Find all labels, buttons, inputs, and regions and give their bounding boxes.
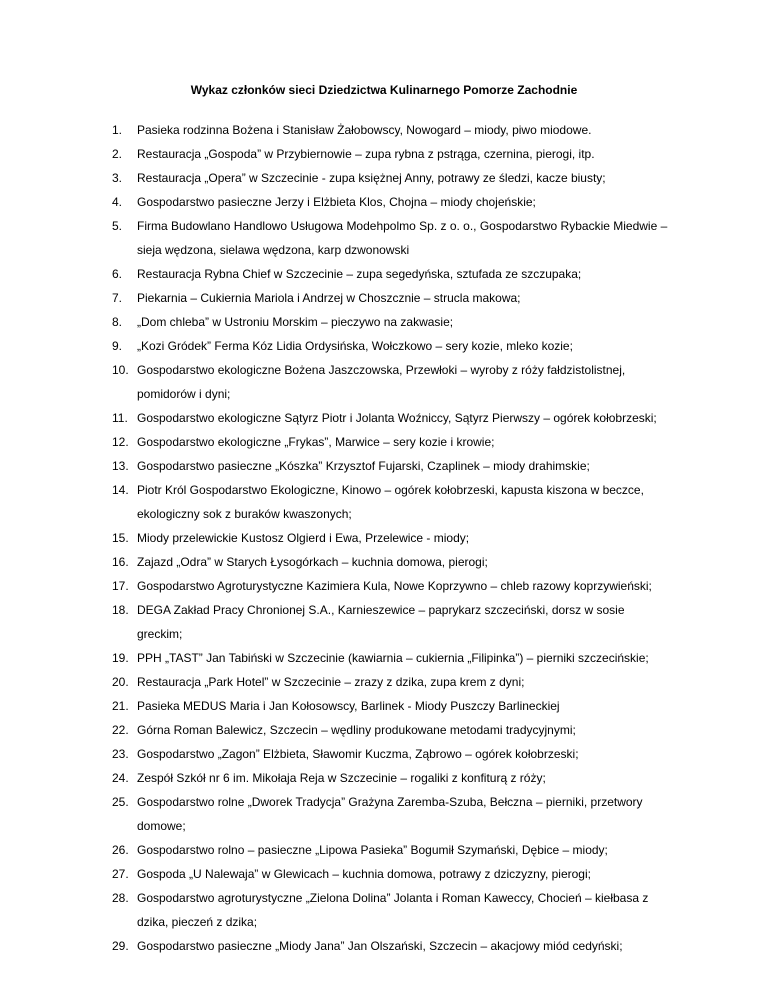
list-item — [112, 838, 672, 862]
list-item-number: 9. — [112, 339, 123, 353]
list-item — [112, 262, 672, 286]
list-item-number: 16. — [112, 555, 129, 569]
list-item-text: Gospoda „U Nalewaja” w Glewicach – kuchnia domowa, potrawy z dziczyzny, pierogi; — [137, 867, 591, 881]
list-item-number: 23. — [112, 747, 129, 761]
list-item-text: Restauracja „Park Hotel” w Szczecinie – zrazy z dzika, zupa krem z dyni; — [137, 675, 525, 689]
list-item-number: 11. — [112, 411, 128, 425]
list-item — [112, 718, 672, 742]
list-item-text: Gospodarstwo ekologiczne Sątyrz Piotr i Jolanta Woźniccy, Sątyrz Pierwszy – ogórek kołobrzeski; — [137, 411, 657, 425]
list-item — [112, 286, 672, 310]
list-item-number: 21. — [112, 699, 129, 713]
list-item-text: Zespół Szkół nr 6 im. Mikołaja Reja w Szczecinie – rogaliki z konfiturą z róży; — [137, 771, 546, 785]
list-item — [112, 742, 672, 766]
list-item — [112, 598, 672, 646]
list-item-number: 24. — [112, 771, 129, 785]
list-item-number: 10. — [112, 363, 129, 377]
list-item — [112, 142, 672, 166]
list-item-text: Gospodarstwo rolno – pasieczne „Lipowa Pasieka” Bogumił Szymański, Dębice – miody; — [137, 843, 608, 857]
list-item — [112, 190, 672, 214]
list-item-number: 28. — [112, 891, 129, 905]
list-item — [112, 574, 672, 598]
list-item-number: 6. — [112, 267, 123, 281]
list-item-number: 4. — [112, 195, 123, 209]
list-item — [112, 766, 672, 790]
list-item-text: Gospodarstwo pasieczne „Kószka” Krzysztof Fujarski, Czaplinek – miody drahimskie; — [137, 459, 590, 473]
list-item — [112, 334, 672, 358]
list-item-text: DEGA Zakład Pracy Chronionej S.A., Karnieszewice – paprykarz szczeciński, dorsz w sosie greckim; — [137, 603, 625, 641]
list-item-number: 5. — [112, 219, 123, 233]
list-item-text: Gospodarstwo pasieczne Jerzy i Elżbieta Klos, Chojna – miody chojeńskie; — [137, 195, 536, 209]
list-item-text: Gospodarstwo ekologiczne „Frykas”, Marwice – sery kozie i krowie; — [137, 435, 495, 449]
list-item-number: 19. — [112, 651, 129, 665]
list-item-text: Pasieka rodzinna Bożena i Stanisław Żałobowscy, Nowogard – miody, piwo miodowe. — [137, 123, 592, 137]
list-item — [112, 166, 672, 190]
list-item — [112, 214, 672, 262]
list-item-text: „Kozi Gródek” Ferma Kóz Lidia Ordysińska, Wołczkowo – sery kozie, mleko kozie; — [137, 339, 573, 353]
list-item-text: PPH „TAST” Jan Tabiński w Szczecinie (kawiarnia – cukiernia „Filipinka”) – pierniki szczecińskie; — [137, 651, 649, 665]
list-item-number: 20. — [112, 675, 129, 689]
list-item — [112, 670, 672, 694]
list-item — [112, 886, 672, 934]
list-item — [112, 358, 672, 406]
list-item-number: 2. — [112, 147, 123, 161]
list-item-text: Restauracja „Gospoda” w Przybiernowie – zupa rybna z pstrąga, czernina, pierogi, itp. — [137, 147, 595, 161]
list-item-number: 12. — [112, 435, 129, 449]
list-item-text: „Dom chleba” w Ustroniu Morskim – pieczywo na zakwasie; — [137, 315, 454, 329]
list-item-number: 18. — [112, 603, 129, 617]
list-item-number: 13. — [112, 459, 129, 473]
list-item — [112, 430, 672, 454]
list-item-number: 29. — [112, 939, 129, 953]
list-item — [112, 118, 672, 142]
list-item-number: 8. — [112, 315, 123, 329]
list-item-text: Restauracja „Opera” w Szczecinie - zupa księżnej Anny, potrawy ze śledzi, kacze biusty; — [137, 171, 606, 185]
list-item — [112, 454, 672, 478]
list-item-number: 14. — [112, 483, 129, 497]
list-item-text: Gospodarstwo agroturystyczne „Zielona Dolina” Jolanta i Roman Kaweccy, Chocień – kiełbasa z dzika, pieczeń z dzika; — [137, 891, 649, 929]
list-item-text: Firma Budowlano Handlowo Usługowa Modehpolmo Sp. z o. o., Gospodarstwo Rybackie Miedwie – sieja wędzona, sielawa wędzona, karp dzwonowski — [137, 219, 668, 257]
list-item — [112, 790, 672, 838]
list-item-number: 7. — [112, 291, 123, 305]
list-item-text: Gospodarstwo ekologiczne Bożena Jaszczowska, Przewłoki – wyroby z róży fałdzistolistnej, pomidorów i dyni; — [137, 363, 626, 401]
list-item-number: 1. — [112, 123, 123, 137]
list-item-text: Gospodarstwo „Zagon” Elżbieta, Sławomir Kuczma, Ząbrowo – ogórek kołobrzeski; — [137, 747, 579, 761]
document-title: Wykaz członków sieci Dziedzictwa Kulinarnego Pomorze Zachodnie — [190, 83, 578, 97]
list-item-number: 3. — [112, 171, 123, 185]
list-item — [112, 646, 672, 670]
list-item — [112, 478, 672, 526]
list-item-text: Gospodarstwo rolne „Dworek Tradycja” Grażyna Zaremba-Szuba, Bełczna – pierniki, przetwory domowe; — [137, 795, 643, 833]
list-item-text: Miody przelewickie Kustosz Olgierd i Ewa, Przelewice - miody; — [137, 531, 470, 545]
list-item-text: Zajazd „Odra” w Starych Łysogórkach – kuchnia domowa, pierogi; — [137, 555, 488, 569]
member-list — [112, 118, 672, 958]
list-item — [112, 862, 672, 886]
list-item — [112, 310, 672, 334]
list-item-text: Restauracja Rybna Chief w Szczecinie – zupa segedyńska, sztufada ze szczupaka; — [137, 267, 582, 281]
list-item-text: Piotr Król Gospodarstwo Ekologiczne, Kinowo – ogórek kołobrzeski, kapusta kiszona w beczce, ekologiczny sok z buraków kwaszonych; — [137, 483, 644, 521]
list-item — [112, 406, 672, 430]
list-item-text: Pasieka MEDUS Maria i Jan Kołosowscy, Barlinek - Miody Puszczy Barlineckiej — [137, 699, 560, 713]
list-item-text: Gospodarstwo pasieczne „Miody Jana” Jan Olszański, Szczecin – akacjowy miód cedyński; — [137, 939, 623, 953]
list-item-number: 15. — [112, 531, 129, 545]
list-item-number: 22. — [112, 723, 129, 737]
list-item — [112, 694, 672, 718]
list-item — [112, 526, 672, 550]
list-item-number: 17. — [112, 579, 129, 593]
list-item-text: Gospodarstwo Agroturystyczne Kazimiera Kula, Nowe Koprzywno – chleb razowy koprzywieński; — [137, 579, 652, 593]
list-item-number: 27. — [112, 867, 129, 881]
list-item — [112, 934, 672, 958]
list-item — [112, 550, 672, 574]
list-item-number: 25. — [112, 795, 129, 809]
list-item-text: Górna Roman Balewicz, Szczecin – wędliny produkowane metodami tradycyjnymi; — [137, 723, 576, 737]
list-item-number: 26. — [112, 843, 129, 857]
list-item-text: Piekarnia – Cukiernia Mariola i Andrzej w Choszcznie – strucla makowa; — [137, 291, 521, 305]
